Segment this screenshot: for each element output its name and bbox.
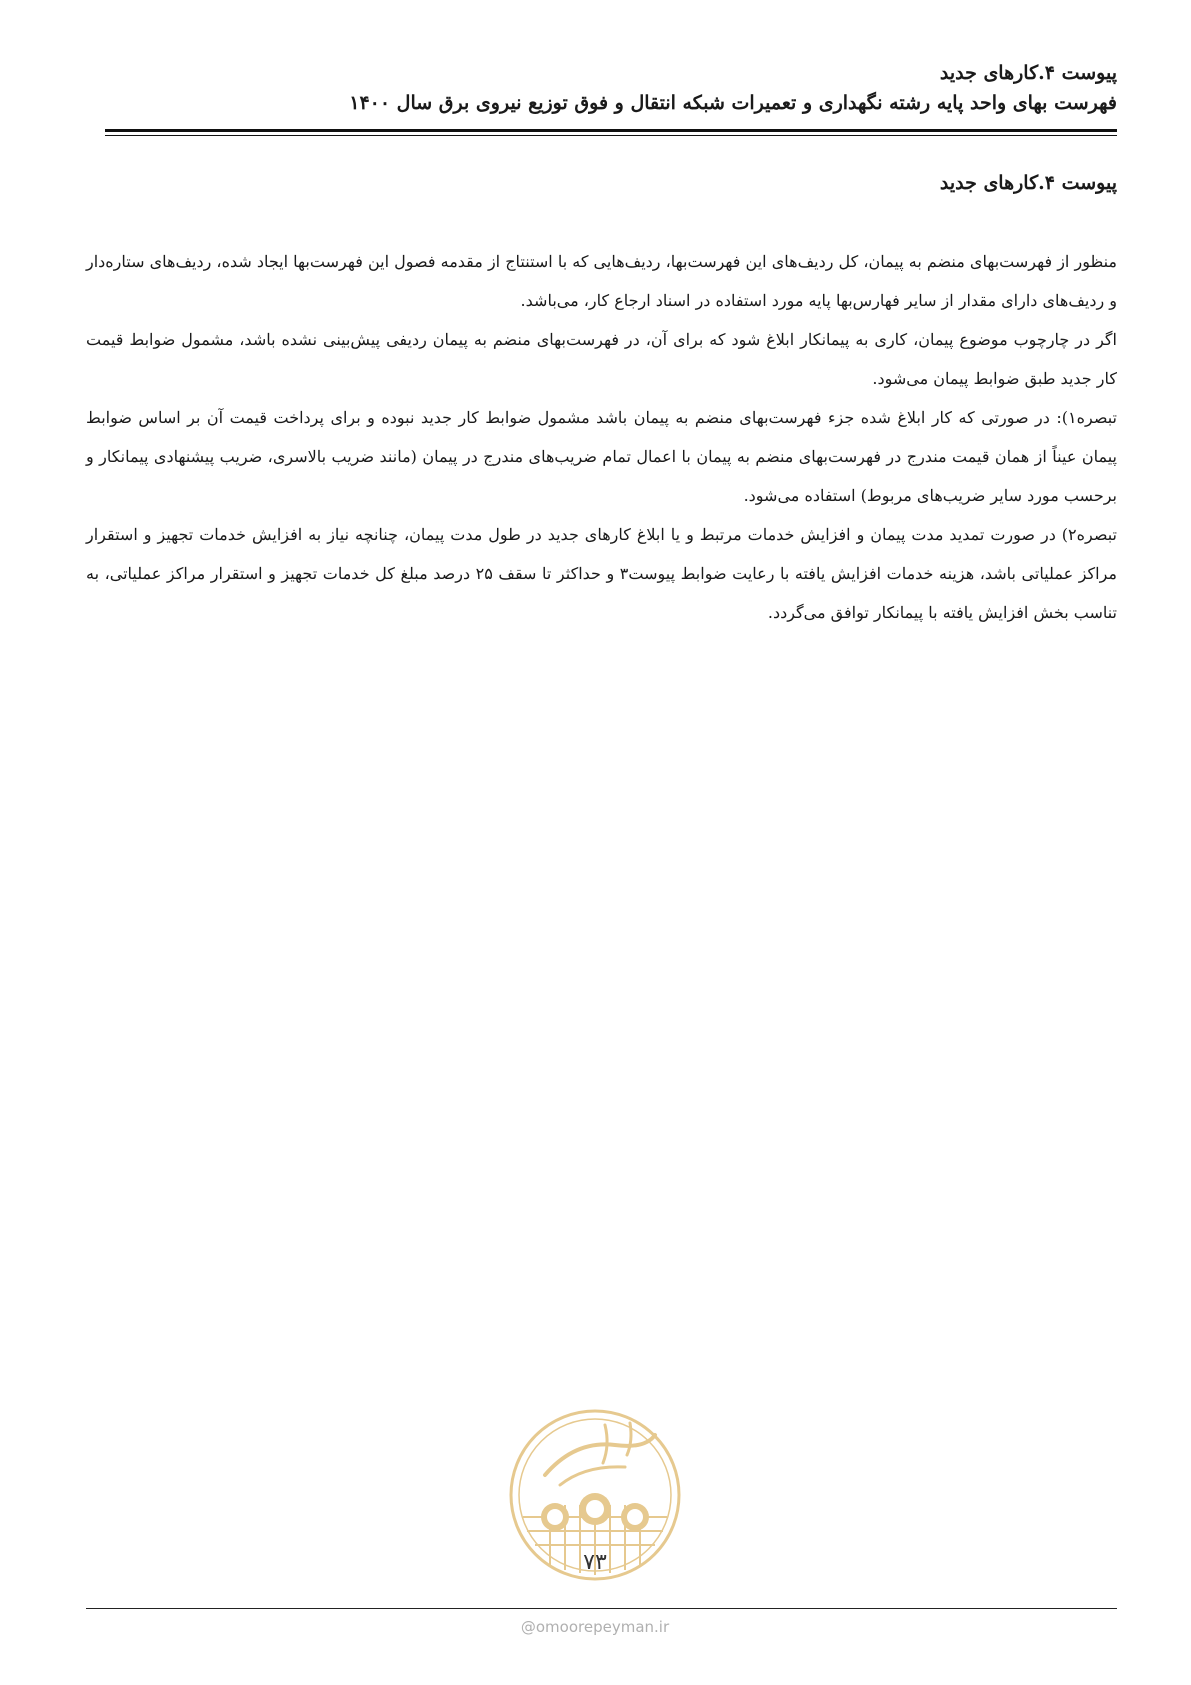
- body-text: [86, 242, 1117, 632]
- page-number: ۷۳: [583, 1550, 607, 1575]
- paragraph-new-work: اگر در چارچوب موضوع پیمان، کاری به پیمانکار ابلاغ شود که برای آن، در فهرست‌بهای منضم به پیمان ردیفی پیش‌بینی نشده باشد، مشمول ضوابط قیمت کار جدید طبق ضوابط پیمان می‌شود.: [86, 330, 1117, 388]
- header-document-title: فهرست بهای واحد پایه رشته نگهداری و تعمیرات شبکه انتقال و فوق توزیع نیروی برق سال ۱۴۰۰: [349, 92, 1117, 114]
- page-header: [105, 58, 1117, 118]
- header-appendix-title: پیوست ۴.کارهای جدید: [939, 62, 1117, 84]
- footer-divider: [86, 1608, 1117, 1609]
- section-title: پیوست ۴.کارهای جدید: [939, 172, 1117, 194]
- paragraph-note-1: تبصره۱): در صورتی که کار ابلاغ شده جزء فهرست‌بهای منضم به پیمان باشد مشمول ضوابط کار جدید نبوده و برای پرداخت قیمت آن بر اساس ضوابط پیمان عیناً از همان قیمت مندرج در فهرست‌بهای منضم به پیمان با اعمال تمام ضریب‌های مندرج در پیمان (مانند ضریب بالاسری، ضریب پیشنهادی پیمانکار و برحسب مورد سایر ضریب‌های مربوط) استفاده می‌شود.: [86, 408, 1117, 505]
- paragraph-note-2: تبصره۲) در صورت تمدید مدت پیمان و افزایش خدمات مرتبط و یا ابلاغ کارهای جدید در طول مدت پیمان، چنانچه نیاز به افزایش خدمات تجهیز و استقرار مراکز عملیاتی باشد، هزینه خدمات افزایش یافته با رعایت ضوابط پیوست۳ و حداکثر تا سقف ۲۵ درصد مبلغ کل خدمات تجهیز و استقرار مراکز عملیاتی، به تناسب بخش افزایش یافته با پیمانکار توافق می‌گردد.: [86, 525, 1117, 622]
- paragraph-definition: منظور از فهرست‌بهای منضم به پیمان، کل ردیف‌های این فهرست‌بها، ردیف‌هایی که با استنتاج از مقدمه فصول این فهرست‌بها ایجاد شده، ردیف‌های ستاره‌دار و ردیف‌های دارای مقدار از سایر فهارس‌بها پایه مورد استفاده در اسناد ارجاع کار، می‌باشد.: [86, 252, 1117, 310]
- watermark-website: @omoorepeyman.ir: [520, 1618, 670, 1636]
- header-divider-thin: [105, 135, 1117, 136]
- header-divider-thick: [105, 129, 1117, 132]
